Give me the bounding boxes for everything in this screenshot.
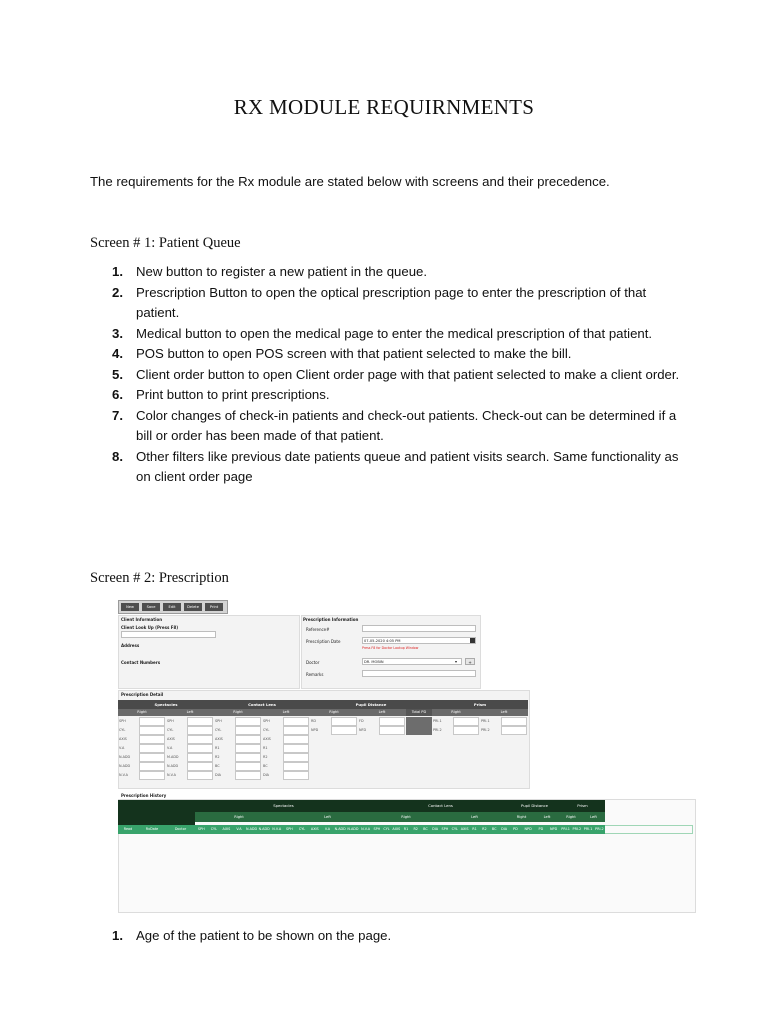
detail-row-label: N.V.A xyxy=(167,773,176,777)
list-item-text: Color changes of check-in patients and check-out patients. Check-out can be determined if a bill or order has been made of that patient. xyxy=(136,407,677,443)
total-pd-header: Total PD xyxy=(406,709,432,716)
list-item-number: 6. xyxy=(112,387,123,402)
detail-group-header: Spectacles xyxy=(118,700,214,709)
detail-group-header: Contact Lens xyxy=(214,700,310,709)
detail-input-cell[interactable] xyxy=(139,717,165,726)
history-column-header: RxDate xyxy=(138,825,166,834)
contact-numbers-label: Contact Numbers xyxy=(121,660,161,665)
detail-row-label: R2 xyxy=(215,755,220,759)
detail-row-label: AXIS xyxy=(119,737,127,741)
doctor-label: Doctor xyxy=(306,660,320,665)
list-item-number: 7. xyxy=(112,407,123,423)
history-column-header: N.V.A xyxy=(359,825,372,834)
detail-row-label: PRI.1 xyxy=(433,719,442,723)
list-item-number: 4. xyxy=(112,346,123,361)
list-item-number: 2. xyxy=(112,284,123,300)
remarks-label: Remarks xyxy=(306,672,324,677)
screen2-requirements-list xyxy=(90,926,690,947)
detail-row-label: N.ADD xyxy=(119,755,131,759)
detail-input-cell[interactable] xyxy=(139,771,165,780)
history-header-extension xyxy=(605,825,693,834)
detail-row-label: FD xyxy=(359,719,364,723)
history-column-header: R1 xyxy=(470,825,480,834)
detail-input-cell[interactable] xyxy=(187,762,213,771)
client-lookup-label: Client Look Up (Press F8) xyxy=(121,625,179,630)
detail-input-cell[interactable] xyxy=(283,744,309,753)
detail-subheader: Right xyxy=(118,709,166,716)
detail-input-cell[interactable] xyxy=(187,771,213,780)
history-group-header: Prism xyxy=(560,800,605,812)
list-item xyxy=(90,926,690,947)
list-item xyxy=(90,283,690,324)
calendar-icon[interactable] xyxy=(470,638,475,643)
history-column-header: Read xyxy=(118,825,138,834)
detail-row-label: NFD xyxy=(359,728,367,732)
detail-input-cell[interactable] xyxy=(235,726,261,735)
total-pd-cell xyxy=(406,717,432,735)
history-column-header: Doctor xyxy=(166,825,195,834)
history-group-header: Contact Lens xyxy=(372,800,509,812)
detail-row-label: BC xyxy=(215,764,220,768)
history-fixed-header xyxy=(118,800,195,826)
history-subheader: Left xyxy=(534,812,560,822)
edit-button[interactable]: Edit xyxy=(163,603,181,611)
detail-input-cell[interactable] xyxy=(283,753,309,762)
detail-input-cell[interactable] xyxy=(187,735,213,744)
history-column-header: PRI.2 xyxy=(594,825,605,834)
history-column-header: NPD xyxy=(522,825,535,834)
detail-row-label: CYL xyxy=(215,728,222,732)
detail-subheader: Right xyxy=(432,709,480,716)
detail-row-label: NPD xyxy=(311,728,319,732)
history-column-header: BC xyxy=(421,825,431,834)
prescription-detail-title: Prescription Detail xyxy=(121,692,164,697)
detail-row-label: V.A xyxy=(119,746,125,750)
detail-input-cell[interactable] xyxy=(501,717,527,726)
history-column-header: N.ADD xyxy=(347,825,360,834)
doctor-select[interactable]: DR. MOBIN xyxy=(362,658,462,665)
detail-row-label: R1 xyxy=(215,746,220,750)
history-group-header: Spectacles xyxy=(195,800,372,812)
detail-subheader: Left xyxy=(480,709,528,716)
detail-row-label: SPH xyxy=(263,719,270,723)
client-info-title: Client Information xyxy=(121,617,163,622)
list-item-text: Print button to print prescriptions. xyxy=(136,387,330,402)
detail-group-header: Pupil Distance xyxy=(310,700,432,709)
detail-row-label: N.ADD xyxy=(119,764,131,768)
detail-input-cell[interactable] xyxy=(283,726,309,735)
detail-input-cell[interactable] xyxy=(283,762,309,771)
detail-input-cell[interactable] xyxy=(235,771,261,780)
history-column-header: SPH xyxy=(440,825,450,834)
address-label: Address xyxy=(121,643,140,648)
history-column-header: CYL xyxy=(296,825,309,834)
list-item xyxy=(90,365,690,386)
history-subheader: Right xyxy=(560,812,582,822)
history-column-header: SPH xyxy=(372,825,382,834)
list-item xyxy=(90,447,690,488)
remarks-input[interactable] xyxy=(362,670,476,677)
detail-row-label: RD xyxy=(311,719,316,723)
detail-input-cell[interactable] xyxy=(139,726,165,735)
detail-input-cell[interactable] xyxy=(235,717,261,726)
add-doctor-icon[interactable]: + xyxy=(465,658,475,665)
detail-input-cell[interactable] xyxy=(283,771,309,780)
list-item-text: Age of the patient to be shown on the page. xyxy=(136,928,392,943)
screen2-heading: Screen # 2: Prescription xyxy=(90,570,229,586)
detail-input-cell[interactable] xyxy=(331,717,357,726)
detail-input-cell[interactable] xyxy=(187,753,213,762)
detail-row-label: R2 xyxy=(263,755,268,759)
history-column-header: PRI.2 xyxy=(571,825,582,834)
list-item xyxy=(90,385,690,406)
history-subheader: Left xyxy=(283,812,372,822)
history-subheader: Right xyxy=(195,812,283,822)
detail-input-cell[interactable] xyxy=(235,735,261,744)
document-title: RX MODULE REQUIRNMENTS xyxy=(233,95,535,119)
detail-input-cell[interactable] xyxy=(379,726,405,735)
detail-subheader: Left xyxy=(166,709,214,716)
delete-button[interactable]: Delete xyxy=(184,603,202,611)
history-column-header: PRI.1 xyxy=(583,825,594,834)
list-item xyxy=(90,406,690,447)
detail-input-cell[interactable] xyxy=(379,717,405,726)
detail-input-cell[interactable] xyxy=(453,717,479,726)
detail-row-label: N.ADD xyxy=(167,764,179,768)
list-item-text: POS button to open POS screen with that patient selected to make the bill. xyxy=(136,346,572,361)
detail-input-cell[interactable] xyxy=(235,753,261,762)
detail-input-cell[interactable] xyxy=(235,744,261,753)
list-item-text: Other filters like previous date patients queue and patient visits search. Same functionality as on client order page xyxy=(136,448,679,484)
toolbar xyxy=(118,600,228,614)
detail-input-cell[interactable] xyxy=(139,735,165,744)
history-column-header: AXIS xyxy=(391,825,401,834)
history-column-header: NPD xyxy=(547,825,560,834)
detail-input-cell[interactable] xyxy=(139,762,165,771)
history-column-header: DIA xyxy=(430,825,440,834)
screen1-requirements-list xyxy=(90,262,690,488)
history-column-header: PD xyxy=(535,825,548,834)
detail-input-cell[interactable] xyxy=(283,735,309,744)
detail-row-label: PRI.1 xyxy=(481,719,490,723)
history-column-header: V.A xyxy=(233,825,246,834)
list-item-text: Prescription Button to open the optical prescription page to enter the prescription of that patient. xyxy=(136,284,647,320)
history-subheader: Left xyxy=(582,812,605,822)
history-subheader: Left xyxy=(440,812,509,822)
detail-row-label: AXIS xyxy=(215,737,223,741)
detail-row-label: PRI.2 xyxy=(481,728,490,732)
history-column-header: PRI.1 xyxy=(560,825,571,834)
history-column-header: N.V.A xyxy=(270,825,283,834)
history-column-header: PD xyxy=(509,825,522,834)
prescription-info-title: Prescription Information xyxy=(303,617,359,622)
chevron-down-icon[interactable]: ▾ xyxy=(455,659,458,664)
detail-input-cell[interactable] xyxy=(331,726,357,735)
list-item xyxy=(90,344,690,365)
detail-row-label: SPH xyxy=(215,719,222,723)
history-column-header: AXIS xyxy=(308,825,321,834)
history-column-header: BC xyxy=(489,825,499,834)
history-column-header: SPH xyxy=(283,825,296,834)
detail-subheader: Left xyxy=(262,709,310,716)
detail-subheader: Right xyxy=(310,709,358,716)
history-column-header: N.ADD xyxy=(258,825,271,834)
prescription-history-title: Prescription History xyxy=(121,793,167,798)
detail-subheader: Right xyxy=(214,709,262,716)
reference-label: Reference# xyxy=(306,627,330,632)
history-column-header: N.ADD xyxy=(334,825,347,834)
list-item-number: 8. xyxy=(112,448,123,464)
detail-input-cell[interactable] xyxy=(139,744,165,753)
detail-row-label: R1 xyxy=(263,746,268,750)
history-column-header: CYL xyxy=(450,825,460,834)
prescription-date-input[interactable]: 07-05-2020 4:05 PM xyxy=(362,637,476,644)
list-item-number: 3. xyxy=(112,325,123,341)
doctor-lookup-hint: Press F8 for Doctor Lookup Window xyxy=(362,646,419,650)
history-column-header: R1 xyxy=(401,825,411,834)
history-column-header: CYL xyxy=(382,825,392,834)
history-group-header: Pupil Distance xyxy=(509,800,560,812)
history-column-header: AXIS xyxy=(220,825,233,834)
detail-input-cell[interactable] xyxy=(283,717,309,726)
print-button[interactable]: Print xyxy=(205,603,223,611)
client-lookup-input[interactable] xyxy=(121,631,216,638)
save-button[interactable]: Save xyxy=(142,603,160,611)
new-button[interactable]: New xyxy=(121,603,139,611)
detail-subheader: Left xyxy=(358,709,406,716)
list-item xyxy=(90,324,690,345)
detail-input-cell[interactable] xyxy=(235,762,261,771)
history-column-header: AXIS xyxy=(460,825,470,834)
detail-input-cell[interactable] xyxy=(501,726,527,735)
detail-row-label: V.A xyxy=(167,746,173,750)
detail-row-label: PRI.2 xyxy=(433,728,442,732)
prescription-date-label: Prescription Date xyxy=(306,639,341,644)
history-subheader: Right xyxy=(372,812,440,822)
detail-input-cell[interactable] xyxy=(453,726,479,735)
detail-row-label: SPH xyxy=(167,719,174,723)
reference-input[interactable] xyxy=(362,625,476,632)
detail-row-label: CYL xyxy=(263,728,270,732)
list-item-text: Medical button to open the medical page to enter the medical prescription of that patient. xyxy=(136,325,653,341)
list-item-text: Client order button to open Client order page with that patient selected to make a client order. xyxy=(136,366,680,382)
history-column-header: V.A xyxy=(321,825,334,834)
detail-input-cell[interactable] xyxy=(139,753,165,762)
detail-row-label: N.V.A xyxy=(119,773,128,777)
detail-row-label: DIA xyxy=(263,773,269,777)
history-column-header: DIA xyxy=(499,825,509,834)
intro-paragraph: The requirements for the Rx module are stated below with screens and their precedence. xyxy=(90,174,610,189)
list-item xyxy=(90,262,690,283)
history-column-header: R2 xyxy=(479,825,489,834)
detail-row-label: BC xyxy=(263,764,268,768)
detail-input-cell[interactable] xyxy=(187,726,213,735)
history-column-header: CYL xyxy=(208,825,221,834)
list-item-number: 5. xyxy=(112,366,123,382)
detail-group-header: Prism xyxy=(432,700,528,709)
detail-row-label: CYL xyxy=(167,728,174,732)
history-column-header: N.ADD xyxy=(245,825,258,834)
list-item-number: 1. xyxy=(112,928,123,943)
detail-row-label: AXIS xyxy=(263,737,271,741)
detail-row-label: M.ADD xyxy=(167,755,179,759)
detail-row-label: CYL xyxy=(119,728,126,732)
list-item-number: 1. xyxy=(112,264,123,279)
detail-input-cell[interactable] xyxy=(187,744,213,753)
detail-row-label: AXIS xyxy=(167,737,175,741)
detail-input-cell[interactable] xyxy=(187,717,213,726)
detail-row-label: DIA xyxy=(215,773,221,777)
history-column-header: R2 xyxy=(411,825,421,834)
detail-row-label: SPH xyxy=(119,719,126,723)
screen1-heading: Screen # 1: Patient Queue xyxy=(90,235,241,251)
history-column-header: SPH xyxy=(195,825,208,834)
history-subheader: Right xyxy=(509,812,534,822)
list-item-text: New button to register a new patient in the queue. xyxy=(136,264,428,279)
